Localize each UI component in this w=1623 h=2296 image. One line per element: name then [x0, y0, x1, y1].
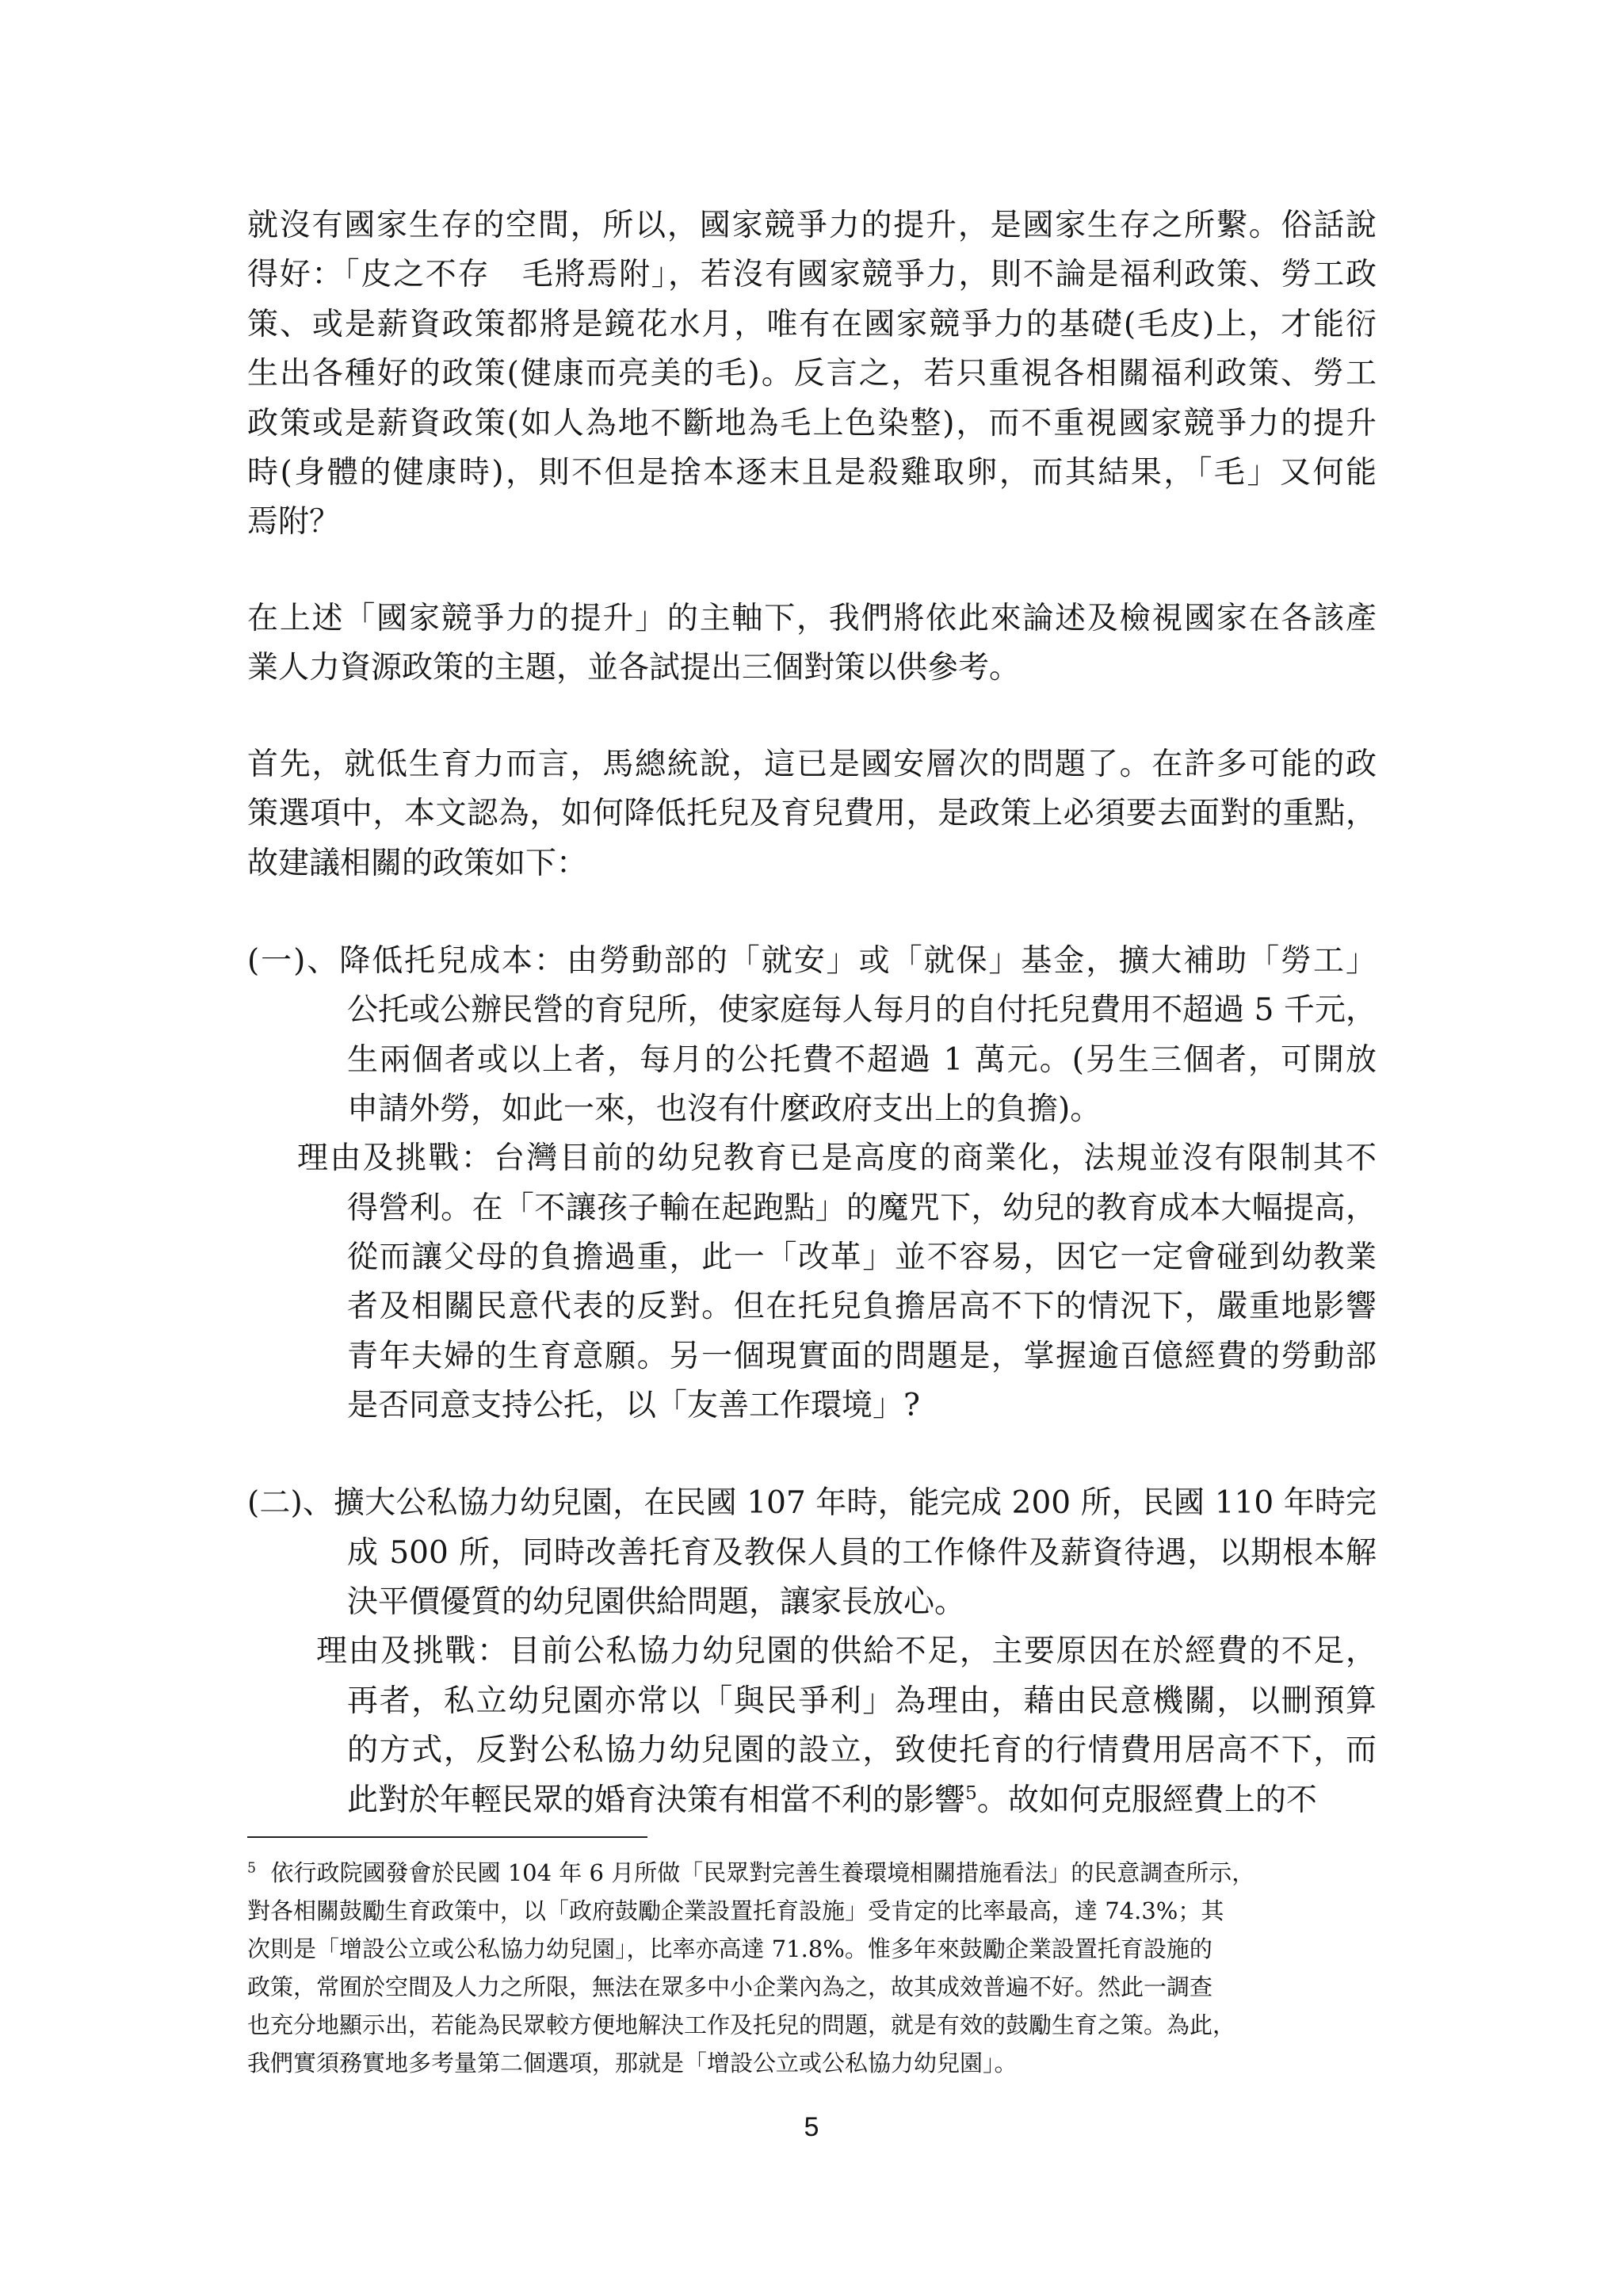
footnote-line: 次則是「增設公立或公私協力幼兒園」，比率亦高達 71.8%。惟多年來鼓勵企業設置托育設施的	[247, 1935, 1212, 1962]
text-line: 政策或是薪資政策(如人為地不斷地為毛上色染整)，而不重視國家競爭力的提升	[247, 406, 1377, 441]
text-line: 得營利。在「不讓孩子輸在起跑點」的魔咒下，幼兒的教育成本大幅提高，	[347, 1190, 1377, 1226]
text-segment: 。故如何克服經費上的不	[976, 1782, 1317, 1818]
text-line: 策、或是薪資政策都將是鏡花水月，唯有在國家競爭力的基礎(毛皮)上，才能衍	[247, 307, 1377, 342]
footnote-reference[interactable]: 5	[965, 1782, 977, 1804]
text-line: 成 500 所，同時改善托育及教保人員的工作條件及薪資待遇，以期根本解	[347, 1535, 1377, 1571]
footnote-line: 對各相關鼓勵生育政策中，以「政府鼓勵企業設置托育設施」受肯定的比率最高，達 74.3%；其	[247, 1897, 1224, 1924]
text-line: 故建議相關的政策如下：	[247, 846, 588, 881]
text-line: 得好：「皮之不存 毛將焉附」，若沒有國家競爭力，則不論是福利政策、勞工政	[247, 257, 1377, 292]
text-line: 策選項中，本文認為，如何降低托兒及育兒費用，是政策上必須要去面對的重點，	[247, 796, 1377, 831]
text-line: 從而讓父母的負擔過重，此一「改革」並不容易，因它一定會碰到幼教業	[347, 1240, 1377, 1275]
footnote-line: 我們實須務實地多考量第二個選項，那就是「增設公立或公私協力幼兒園」。	[247, 2050, 1018, 2076]
text-line: 理由及挑戰：台灣目前的幼兒教育已是高度的商業化，法規並沒有限制其不	[297, 1140, 1377, 1176]
text-line	[347, 1781, 1317, 1820]
text-line: 首先，就低生育力而言，馬總統說，這已是國安層次的問題了。在許多可能的政	[247, 747, 1377, 782]
text-line: (一)、降低托兒成本：由勞動部的「就安」或「就保」基金，擴大補助「勞工」	[247, 943, 1377, 979]
page-number: 5	[804, 2112, 819, 2142]
text-line: 是否同意支持公托，以「友善工作環境」?	[347, 1388, 920, 1423]
text-segment: 此對於年輕民眾的婚育決策有相當不利的影響	[347, 1782, 966, 1818]
text-line: 生兩個者或以上者，每月的公托費不超過 1 萬元。(另生三個者，可開放	[347, 1042, 1377, 1078]
footnote-separator	[247, 1836, 647, 1838]
text-line: 的方式，反對公私協力幼兒園的設立，致使托育的行情費用居高不下，而	[347, 1733, 1377, 1768]
text-line: 決平價優質的幼兒園供給問題，讓家長放心。	[347, 1584, 966, 1620]
text-line: 理由及挑戰：目前公私協力幼兒園的供給不足，主要原因在於經費的不足，	[316, 1633, 1377, 1669]
text-line: 青年夫婦的生育意願。另一個現實面的問題是，掌握逾百億經費的勞動部	[347, 1339, 1377, 1374]
footnote-line	[247, 1859, 1254, 1887]
text-line: 就沒有國家生存的空間，所以，國家競爭力的提升，是國家生存之所繫。俗話說	[247, 208, 1377, 243]
text-line: 公托或公辦民營的育兒所，使家庭每人每月的自付托兒費用不超過 5 千元，	[347, 992, 1377, 1028]
text-line: 申請外勞，如此一來，也沒有什麼政府支出上的負擔)。	[347, 1091, 1102, 1127]
text-line: 者及相關民意代表的反對。但在托兒負擔居高不下的情況下，嚴重地影響	[347, 1289, 1377, 1324]
footnote-line: 政策，常囿於空間及人力之所限，無法在眾多中小企業內為之，故其成效普遍不好。然此一調查	[247, 1973, 1213, 2000]
text-line: 時(身體的健康時)，則不但是捨本逐末且是殺雞取卵，而其結果，「毛」又何能	[247, 455, 1377, 491]
footnote-line: 也充分地顯示出，若能為民眾較方便地解決工作及托兒的問題，就是有效的鼓勵生育之策。為此，	[247, 2011, 1236, 2038]
text-segment: 依行政院國發會於民國 104 年 6 月所做「民眾對完善生養環境相關措施看法」的民意調查所示，	[270, 1859, 1255, 1886]
text-line: 焉附？	[247, 504, 341, 540]
footnote-marker: 5	[247, 1860, 257, 1877]
text-line: 再者，私立幼兒園亦常以「與民爭利」為理由，藉由民意機關，以刪預算	[347, 1683, 1377, 1719]
text-line: 在上述「國家競爭力的提升」的主軸下，我們將依此來論述及檢視國家在各該產	[247, 601, 1377, 636]
text-line: 生出各種好的政策(健康而亮美的毛)。反言之，若只重視各相關福利政策、勞工	[247, 356, 1377, 392]
text-line: 業人力資源政策的主題，並各試提出三個對策以供參考。	[247, 650, 1021, 686]
text-line: (二)、擴大公私協力幼兒園，在民國 107 年時，能完成 200 所，民國 110 年時完	[247, 1485, 1377, 1521]
